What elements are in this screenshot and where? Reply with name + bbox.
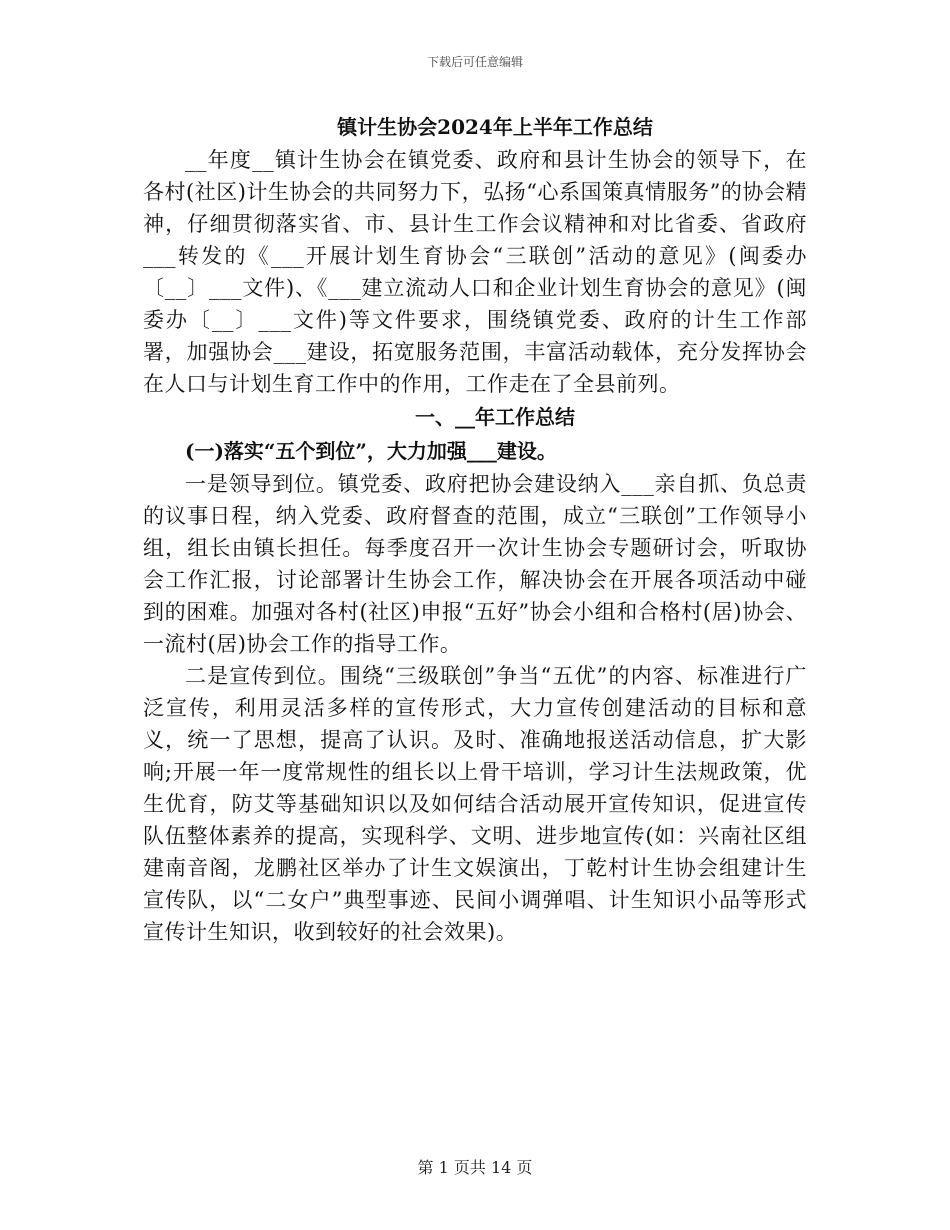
page-footer-number: 第 1 页共 14 页 — [417, 1158, 533, 1177]
document-body — [143, 110, 807, 948]
paragraph-publicity: 二是宣传到位。围绕“三级联创”争当“五优”的内容、标准进行广泛宣传，利用灵活多样的宣传形式，大力宣传创建活动的目标和意义，统一了思想，提高了认识。及时、准确地报送活动信息，扩大影响;开展一年一度常规性的组长以上骨干培训，学习计生法规政策，优生优育，防艾等基础知识以及如何结合活动展开宣传知识，促进宣传队伍整体素养的提高，实现科学、文明、进步地宣传(如：兴南社区组建南音阁，龙鹏社区举办了计生文娱演出，丁乾村计生协会组建计生宣传队，以“二女户”典型事迹、民间小调弹唱、计生知识小品等形式宣传计生知识，收到较好的社会效果)。 — [143, 664, 807, 944]
section-heading-summary: 一、__年工作总结 — [415, 405, 575, 429]
sub-heading-five-in-place: (一)落实“五个到位”，大力加强___建设。 — [185, 439, 557, 463]
document-title: 镇计生协会2024年上半年工作总结 — [337, 115, 653, 139]
paragraph-leadership: 一是领导到位。镇党委、政府把协会建设纳入___亲自抓、负总责的议事日程，纳入党委、政府督查的范围，成立“三联创”工作领导小组，组长由镇长担任。每季度召开一次计生协会专题研讨会，听取协会工作汇报，讨论部署计生协会工作，解决协会在开展各项活动中碰到的困难。加强对各村(社区)申报“五好”协会小组和合格村(居)协会、一流村(居)协会工作的指导工作。 — [143, 472, 807, 656]
page-header-note: 下载后可任意编辑 — [426, 55, 523, 69]
intro-paragraph: __年度__镇计生协会在镇党委、政府和县计生协会的领导下，在各村(社区)计生协会的共同努力下，弘扬“心系国策真情服务”的协会精神，仔细贯彻落实省、市、县计生工作会议精神和对比省委、省政府___转发的《___开展计划生育协会“三联创”活动的意见》(闽委办〔__〕___文件)、《___建立流动人口和企业计划生育协会的意见》(闽委办〔__〕___文件)等文件要求，围绕镇党委、政府的计生工作部署，加强协会___建设，拓宽服务范围，丰富活动载体，充分发挥协会在人口与计划生育工作中的作用，工作走在了全县前列。 — [143, 148, 807, 396]
